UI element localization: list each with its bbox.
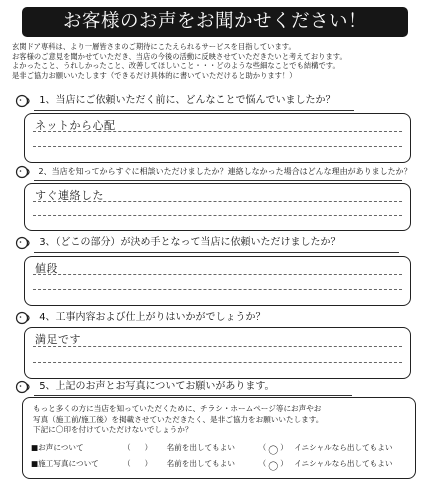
answer-1: ネットから心配 bbox=[35, 119, 116, 132]
question-2 bbox=[14, 165, 412, 179]
answer-box-1 bbox=[24, 113, 411, 163]
answer-3: 値段 bbox=[35, 262, 58, 275]
question-5-label: 5、上記のお声とお写真についてお願いがあります。 bbox=[39, 381, 275, 392]
question-1-label: 1、当店にご依頼いただく前に、どんなことで悩んでいましたか？ bbox=[39, 95, 336, 106]
open-paren: （ bbox=[258, 443, 267, 452]
question-4-label: 4、工事内容および仕上がりはいかがでしょうか？ bbox=[39, 312, 266, 323]
face-icon bbox=[14, 380, 34, 394]
question-3-underline bbox=[34, 252, 399, 253]
consent-line: 下記に〇印を付けていただけないでしょうか？ bbox=[33, 425, 193, 434]
name-ok-option: 名前を出してもよい bbox=[166, 443, 235, 452]
answer-box-4 bbox=[24, 327, 411, 379]
consent-row-voice bbox=[31, 442, 392, 457]
face-icon bbox=[14, 311, 34, 325]
dashed-line bbox=[33, 362, 402, 363]
dashed-line bbox=[33, 201, 402, 202]
answer-2: すぐ連絡した bbox=[35, 189, 104, 202]
name-ok-mark[interactable] bbox=[131, 442, 145, 457]
close-paren: ） bbox=[280, 459, 288, 468]
close-paren: ） bbox=[144, 443, 153, 452]
close-paren: ） bbox=[280, 443, 288, 452]
face-icon bbox=[14, 236, 34, 250]
intro-text bbox=[12, 42, 422, 80]
consent-text bbox=[33, 404, 323, 436]
dashed-line bbox=[33, 146, 402, 147]
question-5-underline bbox=[34, 395, 352, 396]
dashed-line bbox=[33, 131, 402, 132]
intro-line: お客様のご意見を聞かせていただき、当店の今後の活動に反映させていただきたいと考えております。 bbox=[12, 51, 347, 61]
initial-ok-option: イニシャルなら出してもよい bbox=[294, 443, 393, 452]
consent-row-photo bbox=[31, 458, 392, 473]
consent-row-label: ■お声について bbox=[31, 443, 84, 452]
name-ok-mark[interactable] bbox=[131, 458, 145, 473]
intro-line: よかったこと、うれしかったこと、改善してほしいこと・・・どのような些細なことでも結構です。 bbox=[12, 61, 340, 71]
answer-box-3 bbox=[24, 256, 411, 306]
question-2-label: 2、当店を知ってからすぐに相談いただけましたか？連絡しなかった場合はどんな理由がありましたか？ bbox=[38, 167, 412, 176]
answer-box-2 bbox=[24, 183, 411, 231]
consent-row-label: ■施工写真について bbox=[31, 459, 99, 468]
question-1 bbox=[14, 94, 336, 108]
dashed-line bbox=[33, 346, 402, 347]
open-paren: （ bbox=[123, 443, 131, 452]
form-title: お客様のお声をお聞かせください！ bbox=[22, 7, 408, 37]
initial-ok-mark[interactable]: 〇 bbox=[268, 446, 279, 457]
open-paren: （ bbox=[258, 459, 267, 468]
dashed-line bbox=[33, 289, 402, 290]
initial-ok-mark[interactable]: 〇 bbox=[268, 462, 279, 473]
face-icon bbox=[14, 165, 34, 179]
face-icon bbox=[14, 94, 34, 108]
consent-box bbox=[22, 397, 416, 479]
intro-line: 是非ご協力お願いいたします（できるだけ具体的に書いていただけると助かります！） bbox=[12, 70, 297, 80]
dashed-line bbox=[33, 274, 402, 275]
name-ok-option: 名前を出してもよい bbox=[166, 459, 235, 468]
intro-line: 玄関ドア専科は、より一層皆さまのご期待にこたえられるサービスを目指しています。 bbox=[12, 42, 296, 51]
close-paren: ） bbox=[144, 459, 153, 468]
question-3 bbox=[14, 236, 341, 250]
question-2-underline bbox=[34, 180, 402, 181]
consent-line: もっと多くの方に当店を知っていただくために、チラシ・ホームページ等にお声やお bbox=[33, 404, 322, 413]
answer-4: 満足です bbox=[35, 333, 81, 346]
question-4 bbox=[14, 311, 266, 325]
question-5 bbox=[14, 380, 275, 394]
consent-line: 写真（施工前/施工後）を掲載させていただきたく、是非ご協力をお願いいたします。 bbox=[33, 414, 324, 424]
question-1-underline bbox=[34, 110, 354, 111]
question-3-label: 3、（どこの部分）が決め手となって当店に依頼いただけましたか？ bbox=[39, 237, 341, 248]
initial-ok-option: イニシャルなら出してもよい bbox=[294, 459, 393, 468]
open-paren: （ bbox=[123, 459, 131, 468]
dashed-line bbox=[33, 215, 402, 216]
